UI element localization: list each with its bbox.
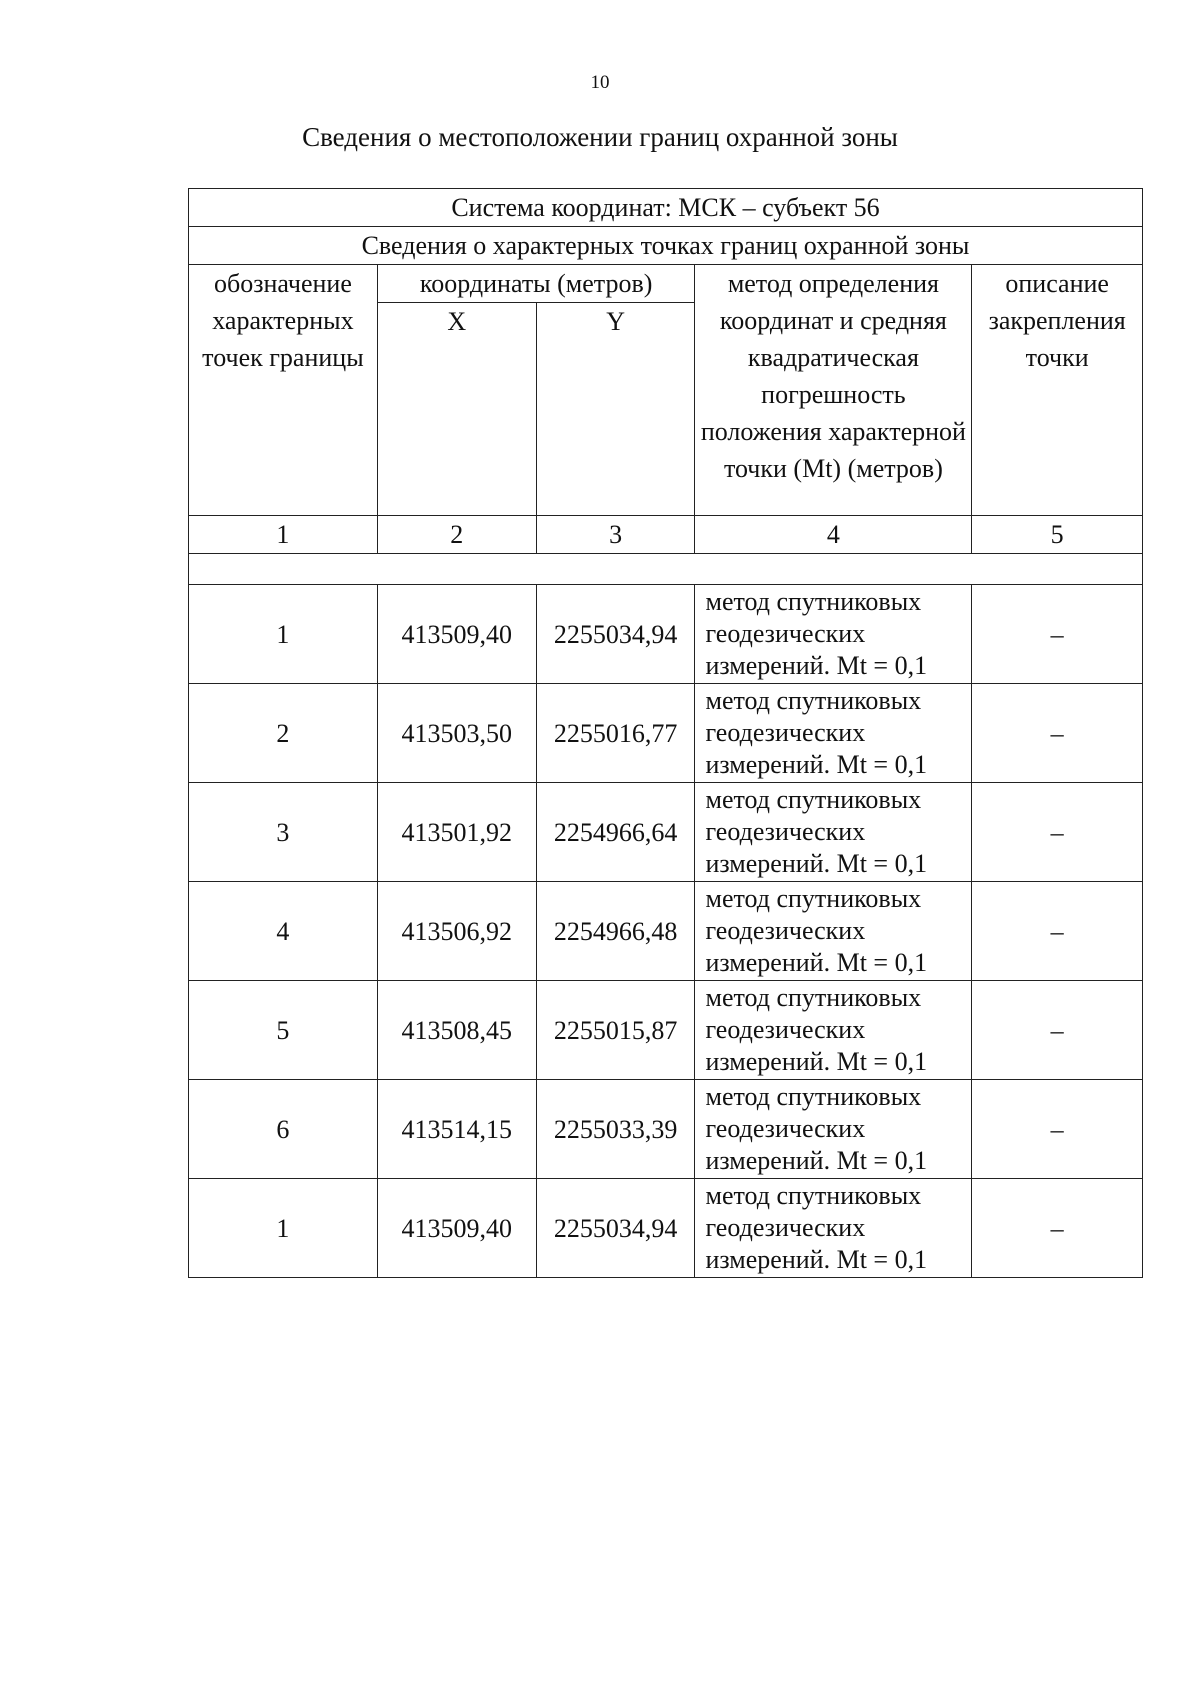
column-number: 3 [536, 516, 695, 554]
empty-row [189, 554, 1143, 585]
x-cell: 413514,15 [377, 1080, 536, 1179]
point-cell: 4 [189, 882, 378, 981]
description-cell: – [972, 783, 1143, 882]
section-title-row [189, 227, 1143, 265]
y-cell: 2255034,94 [536, 585, 695, 684]
x-cell: 413506,92 [377, 882, 536, 981]
table-row [189, 585, 1143, 684]
column-number: 5 [972, 516, 1143, 554]
column-number: 1 [189, 516, 378, 554]
header-y: Y [536, 303, 695, 516]
description-cell: – [972, 1179, 1143, 1278]
point-cell: 5 [189, 981, 378, 1080]
column-number: 4 [695, 516, 972, 554]
header-row-1 [189, 265, 1143, 303]
header-point: обозначение характерных точек границы [189, 265, 378, 516]
table-row [189, 783, 1143, 882]
y-cell: 2254966,64 [536, 783, 695, 882]
method-cell: метод спутниковых геодезических измерений. Mt = 0,1 [695, 684, 972, 783]
coord-system-row [189, 189, 1143, 227]
method-cell: метод спутниковых геодезических измерений. Mt = 0,1 [695, 981, 972, 1080]
method-cell: метод спутниковых геодезических измерений. Mt = 0,1 [695, 783, 972, 882]
description-cell: – [972, 585, 1143, 684]
column-numbers-row [189, 516, 1143, 554]
method-cell: метод спутниковых геодезических измерений. Mt = 0,1 [695, 585, 972, 684]
coord-system-cell: Система координат: МСК – субъект 56 [189, 189, 1143, 227]
x-cell: 413503,50 [377, 684, 536, 783]
y-cell: 2255033,39 [536, 1080, 695, 1179]
column-number: 2 [377, 516, 536, 554]
x-cell: 413508,45 [377, 981, 536, 1080]
document-title: Сведения о местоположении границ охранной зоны [302, 122, 898, 152]
x-cell: 413509,40 [377, 1179, 536, 1278]
table-row [189, 1080, 1143, 1179]
section-title-cell: Сведения о характерных точках границ охранной зоны [189, 227, 1143, 265]
description-cell: – [972, 882, 1143, 981]
y-cell: 2255016,77 [536, 684, 695, 783]
empty-cell [189, 554, 1143, 585]
method-cell: метод спутниковых геодезических измерений. Mt = 0,1 [695, 1080, 972, 1179]
description-cell: – [972, 1080, 1143, 1179]
method-cell: метод спутниковых геодезических измерений. Mt = 0,1 [695, 882, 972, 981]
page-number: 10 [590, 72, 610, 93]
header-coords: координаты (метров) [377, 265, 695, 303]
table-body [189, 189, 1143, 1278]
point-cell: 2 [189, 684, 378, 783]
point-cell: 1 [189, 585, 378, 684]
point-cell: 1 [189, 1179, 378, 1278]
point-cell: 3 [189, 783, 378, 882]
method-cell: метод спутниковых геодезических измерений. Mt = 0,1 [695, 1179, 972, 1278]
y-cell: 2254966,48 [536, 882, 695, 981]
y-cell: 2255034,94 [536, 1179, 695, 1278]
table-row [189, 981, 1143, 1080]
table-row [189, 1179, 1143, 1278]
table-row [189, 882, 1143, 981]
table-row [189, 684, 1143, 783]
y-cell: 2255015,87 [536, 981, 695, 1080]
x-cell: 413509,40 [377, 585, 536, 684]
header-description: описание закрепления точки [972, 265, 1143, 516]
description-cell: – [972, 684, 1143, 783]
x-cell: 413501,92 [377, 783, 536, 882]
header-method: метод определения координат и средняя квадратическая погрешность положения характерной точки (Mt) (метров) [695, 265, 972, 516]
description-cell: – [972, 981, 1143, 1080]
point-cell: 6 [189, 1080, 378, 1179]
header-x: X [377, 303, 536, 516]
boundary-points-table [188, 188, 1143, 1278]
